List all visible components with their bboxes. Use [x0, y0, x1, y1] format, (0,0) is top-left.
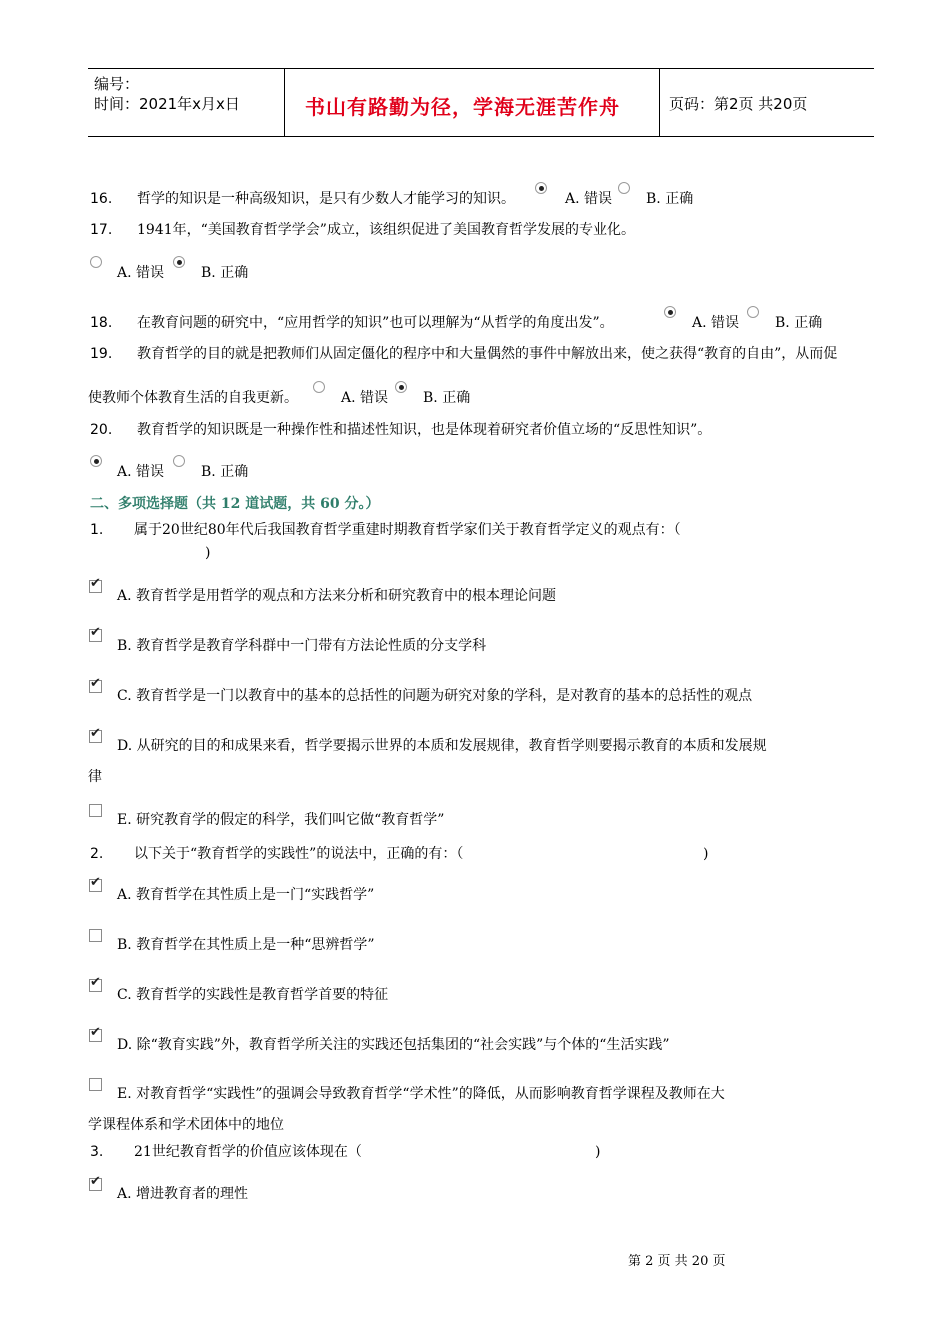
checkbox[interactable]	[89, 929, 102, 942]
option-text: B. 教育哲学在其性质上是一种“思辨哲学”	[117, 937, 375, 953]
radio-b[interactable]	[173, 256, 185, 268]
option-text: E. 对教育哲学“实践性”的强调会导致教育哲学“学术性”的降低，从而影响教育哲学课程及教师在大	[117, 1086, 725, 1102]
question-text: 1941年，“美国教育哲学学会”成立，该组织促进了美国教育哲学发展的专业化。	[137, 222, 635, 238]
radio-b[interactable]	[618, 182, 630, 194]
question-number: 2.	[90, 846, 104, 862]
question-number: 19.	[90, 346, 113, 362]
checkbox[interactable]	[89, 730, 102, 743]
question-number: 3.	[90, 1144, 104, 1160]
question-number: 16.	[90, 191, 113, 207]
header-page-cell	[659, 69, 874, 136]
header-motto-cell	[284, 69, 660, 136]
checkbox[interactable]	[89, 580, 102, 593]
checkbox[interactable]	[89, 1029, 102, 1042]
question-text: 哲学的知识是一种高级知识，是只有少数人才能学习的知识。	[137, 191, 515, 207]
checkbox[interactable]	[89, 804, 102, 817]
option-text: D. 除“教育实践”外，教育哲学所关注的实践还包括集团的“社会实践”与个体的“生活实践”	[117, 1037, 670, 1053]
option-b-label: B. 正确	[201, 464, 249, 480]
option-text-cont: 律	[88, 769, 102, 785]
option-b-label: B. 正确	[646, 191, 694, 207]
motto: 书山有路勤为径，学海无涯苦作舟	[305, 95, 620, 119]
section-title: 二、多项选择题（共 12 道试题，共 60 分。）	[90, 496, 380, 512]
option-text: C. 教育哲学是一门以教育中的基本的总括性的问题为研究对象的学科，是对教育的基本的总括性的观点	[117, 688, 753, 704]
header-meta-cell	[88, 69, 284, 136]
radio-a[interactable]	[535, 182, 547, 194]
option-a-label: A. 错误	[341, 390, 389, 406]
checkbox[interactable]	[89, 680, 102, 693]
question-text: 属于20世纪80年代后我国教育哲学重建时期教育哲学家们关于教育哲学定义的观点有：（	[134, 522, 681, 538]
question-text: 21世纪教育哲学的价值应该体现在（	[134, 1144, 362, 1160]
radio-a[interactable]	[664, 306, 676, 318]
option-a-label: A. 错误	[565, 191, 613, 207]
option-text: C. 教育哲学的实践性是教育哲学首要的特征	[117, 987, 389, 1003]
time-label: 时间：2021年x月x日	[94, 95, 240, 113]
option-b-label: B. 正确	[201, 265, 249, 281]
checkbox[interactable]	[89, 629, 102, 642]
radio-a[interactable]	[313, 381, 325, 393]
option-text: E. 研究教育学的假定的科学，我们叫它做“教育哲学”	[117, 812, 445, 828]
question-number: 17.	[90, 222, 113, 238]
question-text: 以下关于“教育哲学的实践性”的说法中，正确的有：（	[134, 846, 464, 862]
answer-paren-close: )	[595, 1144, 601, 1160]
number-label: 编号：	[94, 75, 140, 93]
page-header	[88, 68, 874, 137]
page-number-label: 页码：第2页 共20页	[669, 95, 808, 113]
checkbox[interactable]	[89, 1078, 102, 1091]
question-number: 20.	[90, 422, 113, 438]
radio-b[interactable]	[747, 306, 759, 318]
option-a-label: A. 错误	[117, 464, 165, 480]
question-number: 18.	[90, 315, 113, 331]
option-a-label: A. 错误	[117, 265, 165, 281]
option-text: A. 教育哲学在其性质上是一门“实践哲学”	[117, 887, 375, 903]
checkbox[interactable]	[89, 979, 102, 992]
question-text-cont: 使教师个体教育生活的自我更新。	[88, 390, 298, 406]
option-text-cont: 学课程体系和学术团体中的地位	[88, 1117, 284, 1133]
option-text: A. 增进教育者的理性	[117, 1186, 249, 1202]
question-text: 教育哲学的知识既是一种操作性和描述性知识，也是体现着研究者价值立场的“反思性知识”。	[137, 422, 712, 438]
option-b-label: B. 正确	[423, 390, 471, 406]
question-text: 在教育问题的研究中，“应用哲学的知识”也可以理解为“从哲学的角度出发”。	[137, 315, 614, 331]
radio-b[interactable]	[395, 381, 407, 393]
option-a-label: A. 错误	[692, 315, 740, 331]
checkbox[interactable]	[89, 1178, 102, 1191]
radio-a[interactable]	[90, 455, 102, 467]
radio-a[interactable]	[90, 256, 102, 268]
answer-paren-close: )	[205, 545, 211, 561]
page-footer: 第 2 页 共 20 页	[628, 1254, 726, 1269]
option-text: B. 教育哲学是教育学科群中一门带有方法论性质的分支学科	[117, 638, 487, 654]
option-b-label: B. 正确	[775, 315, 823, 331]
question-text: 教育哲学的目的就是把教师们从固定僵化的程序中和大量偶然的事件中解放出来，使之获得“教育的自由”，从而促	[137, 346, 838, 362]
radio-b[interactable]	[173, 455, 185, 467]
question-number: 1.	[90, 522, 104, 538]
option-text: A. 教育哲学是用哲学的观点和方法来分析和研究教育中的根本理论问题	[117, 588, 557, 604]
checkbox[interactable]	[89, 879, 102, 892]
option-text: D. 从研究的目的和成果来看，哲学要揭示世界的本质和发展规律，教育哲学则要揭示教育的本质和发展规	[117, 738, 767, 754]
answer-paren-close: )	[703, 846, 709, 862]
